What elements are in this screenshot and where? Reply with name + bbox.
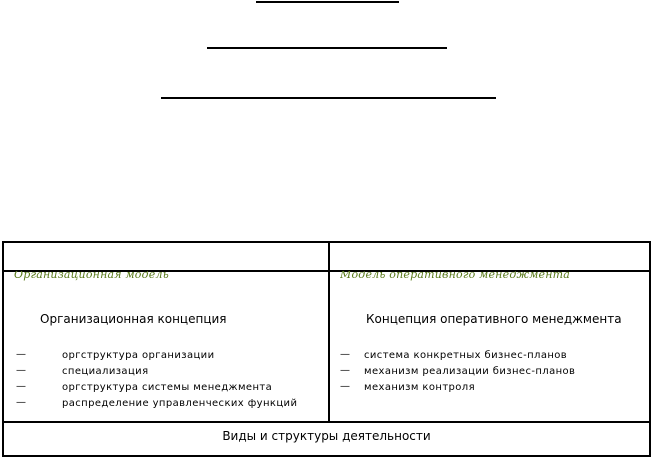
list-item: специализация <box>62 366 149 377</box>
list-item: оргструктура организации <box>62 350 215 361</box>
list-item: система конкретных бизнес-планов <box>364 350 568 361</box>
list-dash: — <box>340 381 350 392</box>
list-item: механизм контроля <box>364 382 476 393</box>
list-dash: — <box>16 349 26 360</box>
list-dash: — <box>16 397 26 408</box>
list-dash: — <box>16 381 26 392</box>
top-rule-3 <box>161 97 496 99</box>
right-concept-title: Концепция оперативного менеджмента <box>366 312 622 326</box>
right-model-label: Модель оперативного менеджмента <box>340 271 571 281</box>
list-dash: — <box>340 349 350 360</box>
left-model-label: Организационная модель <box>14 271 169 281</box>
activity-types-label: Виды и структуры деятельности <box>222 429 431 443</box>
list-dash: — <box>340 365 350 376</box>
list-dash: — <box>16 365 26 376</box>
top-rule-1 <box>256 1 399 3</box>
structure-table <box>2 241 651 457</box>
footer-divider <box>4 421 649 423</box>
list-item: оргструктура системы менеджмента <box>62 382 273 393</box>
list-item: распределение управленческих функций <box>62 398 298 409</box>
top-rule-2 <box>207 47 447 49</box>
list-item: механизм реализации бизнес-планов <box>364 366 576 377</box>
left-concept-title: Организационная концепция <box>40 312 227 326</box>
